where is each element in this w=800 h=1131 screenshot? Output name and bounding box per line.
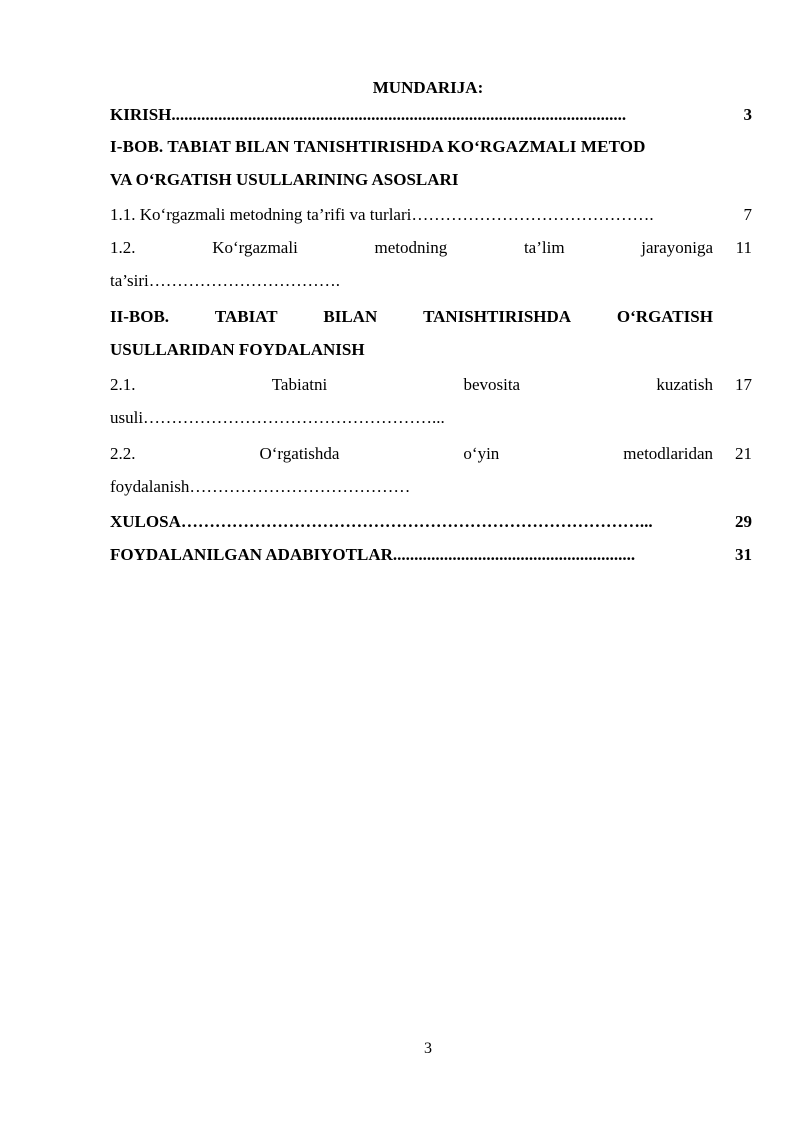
toc-entry-text: XULOSA………………………………………………………………………... [110,512,653,531]
toc-heading-line: VA O‘RGATISH USULLARINING ASOSLARI [110,170,459,189]
toc-entry-2-2[interactable] [110,437,752,503]
toc-page-number: 11 [735,238,752,257]
toc-entry-text [110,231,713,297]
toc-page-number: 17 [735,375,752,394]
toc-entry-line: usuli……………………………………………... [110,408,445,427]
toc-word: ta’lim [523,238,565,257]
toc-entry-line [110,437,713,470]
toc-page-number: 7 [743,205,752,224]
toc-word: Ko‘rgazmali [212,238,298,257]
toc-page-number: 31 [735,545,752,564]
toc-entry-text [110,368,713,434]
footer-page-number: 3 [424,1040,432,1057]
toc-page-number: 21 [735,444,752,463]
toc-word: TABIAT [214,307,278,326]
toc-page-number: 3 [743,105,752,124]
toc-entry-line [110,231,713,264]
toc-entry-xulosa[interactable] [110,505,752,538]
toc-entry-1-2[interactable] [110,231,752,297]
toc-word: 1.2. [110,238,136,257]
toc-chapter-heading [110,300,713,366]
toc-word: bevosita [463,375,521,394]
toc-entry-text: FOYDALANILGAN ADABIYOTLAR......................................................... [110,545,636,564]
toc-entry-text: 1.1. Ko‘rgazmali metodning ta’rifi va turlari……………………………………. [110,205,654,224]
toc-word: 2.1. [110,375,136,394]
toc-word: O‘RGATISH [616,307,713,326]
toc-word: O‘rgatishda [259,444,340,463]
toc-heading-line: I-BOB. TABIAT BILAN TANISHTIRISHDA KO‘RGAZMALI METOD [110,137,646,156]
toc-word: Tabiatni [271,375,328,394]
toc-entry-kirish[interactable] [110,98,752,129]
toc-entry-line [110,368,713,401]
toc-chapter-2[interactable] [110,300,752,366]
toc-word: jarayoniga [641,238,713,257]
toc-entry-text: KIRISH........................................................................................................... [110,105,627,124]
toc-chapter-1[interactable] [110,130,752,196]
toc-entry-line: ta’siri……………………………. [110,271,340,290]
toc-word: 2.2. [110,444,136,463]
toc-word: metodlaridan [623,444,713,463]
toc-page-number: 29 [735,512,752,531]
toc-entry-text [110,437,713,503]
toc-word: o‘yin [463,444,500,463]
table-of-contents [110,100,752,571]
toc-entry-line: foydalanish………………………………… [110,477,411,496]
toc-word: TANISHTIRISHDA [423,307,572,326]
toc-heading-line [110,300,713,333]
toc-word: kuzatish [656,375,713,394]
toc-chapter-heading [110,130,713,196]
toc-entry-1-1[interactable] [110,198,752,231]
toc-word: metodning [374,238,448,257]
toc-word: II-BOB. [110,307,170,326]
page-title: MUNDARIJA: [372,78,484,97]
toc-entry-2-1[interactable] [110,368,752,434]
toc-word: BILAN [323,307,378,326]
toc-heading-line: USULLARIDAN FOYDALANISH [110,340,365,359]
toc-entry-foydalanilgan-adabiyotlar[interactable] [110,538,752,571]
